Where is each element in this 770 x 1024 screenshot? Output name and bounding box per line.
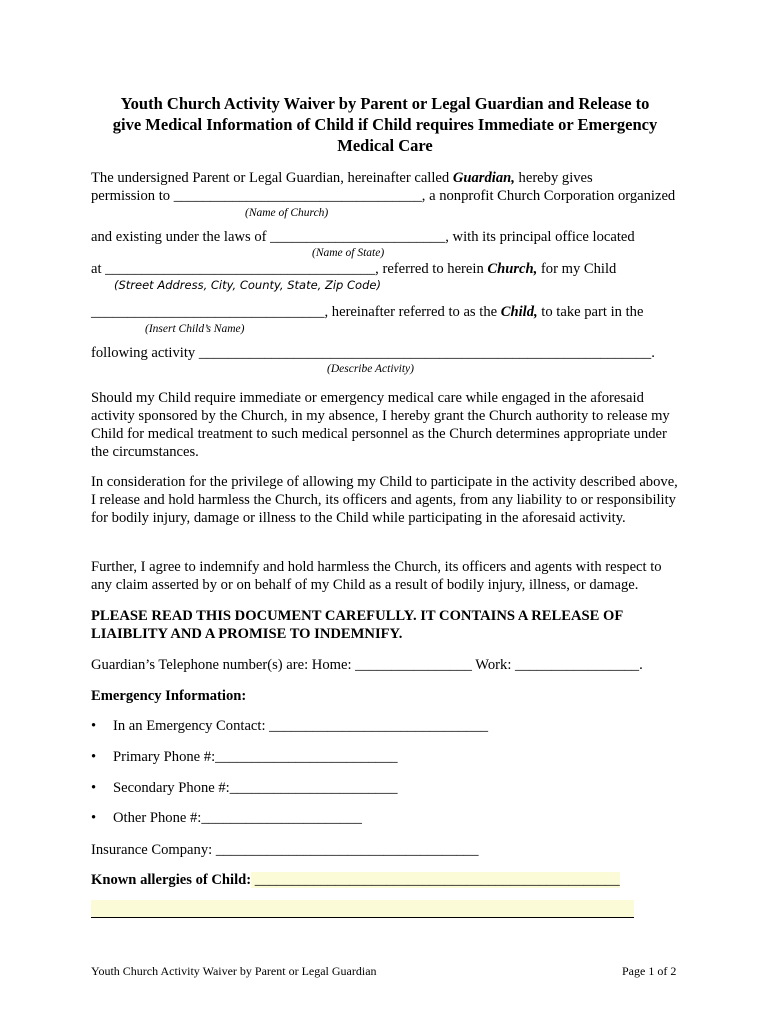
- activity-caption: (Describe Activity): [327, 363, 414, 375]
- guardian-phones-line: Guardian’s Telephone number(s) are: Home: ________________ Work: _________________.: [91, 657, 643, 673]
- state-caption: (Name of State): [312, 247, 385, 259]
- child-term: Child,: [500, 304, 538, 320]
- list-item: • Primary Phone #:_________________________: [91, 749, 398, 765]
- page-number: Page 1 of 2: [622, 964, 677, 978]
- state-line: and existing under the laws of ________________________, with its principal office located: [91, 229, 635, 245]
- emergency-heading: Emergency Information:: [91, 688, 247, 704]
- intro-line-guardian: The undersigned Parent or Legal Guardian, hereinafter called Guardian, hereby gives: [91, 170, 593, 186]
- address-caption: (Street Address, City, County, State, Zip Code): [114, 278, 381, 292]
- church-name-line: permission to __________________________________, a nonprofit Church Corporation organized: [91, 188, 676, 204]
- allergies-label: Known allergies of Child:: [91, 872, 252, 888]
- footer-title: Youth Church Activity Waiver by Parent or Legal Guardian: [91, 964, 377, 978]
- list-item: • Secondary Phone #:_______________________: [91, 780, 398, 796]
- activity-line: following activity ______________________________________________________________.: [91, 345, 655, 361]
- allergies-line: [91, 871, 620, 889]
- bullet-icon: •: [91, 780, 97, 796]
- guardian-term: Guardian,: [452, 170, 515, 186]
- allergies-continuation-field[interactable]: [91, 900, 634, 918]
- church-name-caption: (Name of Church): [245, 207, 329, 219]
- title-line-3: Medical Care: [337, 136, 433, 155]
- list-item: • Other Phone #:______________________: [91, 810, 362, 826]
- address-line: at _____________________________________, referred to herein Church, for my Child: [91, 261, 617, 277]
- bullet-icon: •: [91, 718, 97, 734]
- release-paragraph: In consideration for the privilege of allowing my Child to participate in the activity described above, I release and hold harmless the Church, its officers and agents, from any liability to or responsibility for bodily injury, damage or illness to the Child while participating in the aforesaid activity.: [91, 474, 678, 526]
- medical-care-paragraph: Should my Child require immediate or emergency medical care while engaged in the aforesaid activity sponsored by the Church, in my absence, I hereby grant the Church authority to release my Child for medical treatment to such medical personnel as the Church determines appropriate under the circumstances.: [91, 390, 670, 460]
- bullet-icon: •: [91, 810, 97, 826]
- title-line-2: give Medical Information of Child if Child requires Immediate or Emergency: [112, 115, 658, 134]
- title-line-1: Youth Church Activity Waiver by Parent or Legal Guardian and Release to: [120, 94, 650, 113]
- child-name-caption: (Insert Child’s Name): [145, 323, 245, 335]
- allergies-field[interactable]: __________________________________________________: [251, 872, 620, 888]
- bullet-icon: •: [91, 749, 97, 765]
- church-term: Church,: [487, 261, 538, 277]
- document-title: [80, 93, 690, 156]
- warning-notice: PLEASE READ THIS DOCUMENT CAREFULLY. IT CONTAINS A RELEASE OF LIAIBLITY AND A PROMISE TO INDEMNIFY.: [91, 608, 623, 642]
- list-item: • In an Emergency Contact: ______________________________: [91, 718, 489, 734]
- child-name-line: ________________________________, hereinafter referred to as the Child, to take part in the: [91, 304, 644, 320]
- insurance-line: Insurance Company: ____________________________________: [91, 842, 479, 858]
- indemnify-paragraph: Further, I agree to indemnify and hold harmless the Church, its officers and agents with respect to any claim asserted by or on behalf of my Child as a result of bodily injury, illness, or damage.: [91, 559, 662, 593]
